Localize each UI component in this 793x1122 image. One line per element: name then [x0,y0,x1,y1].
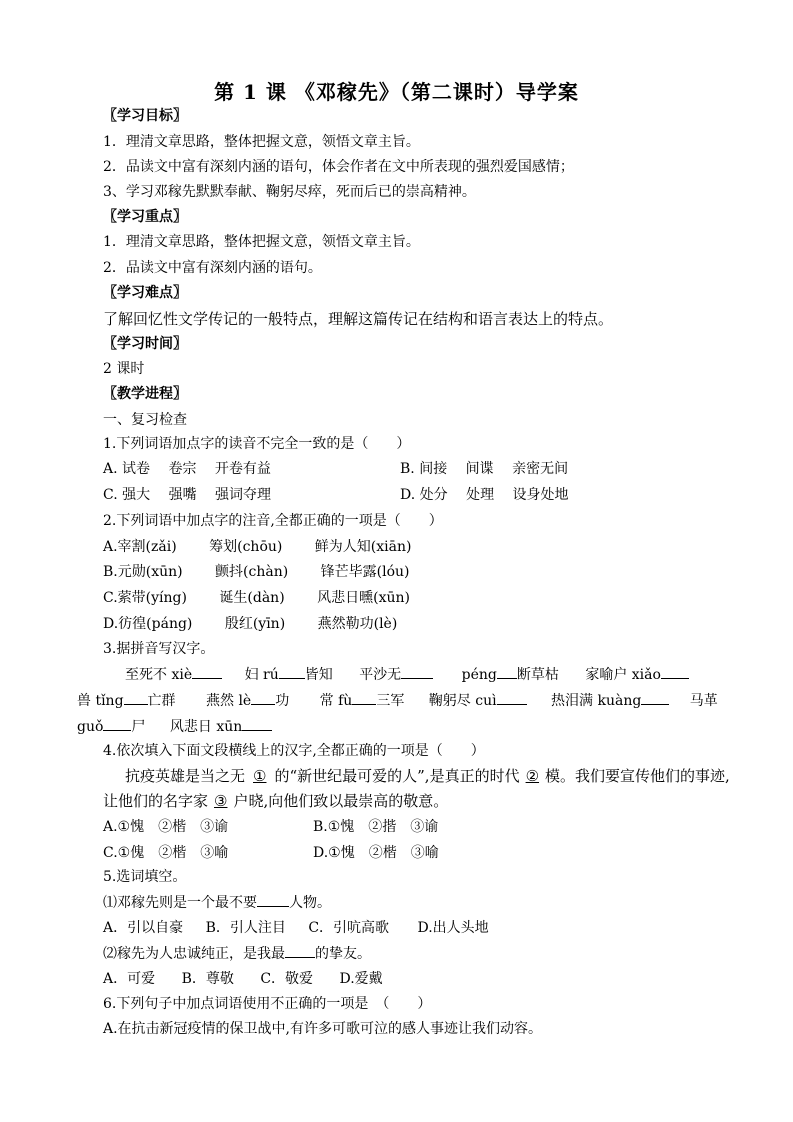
q3-row-1 [125,664,689,685]
q5-text: 人物。 [289,895,331,911]
q4-text: 的“新世纪最可爱的人”,是真正的时代 [274,767,520,785]
difficulties-text: 了解回忆性文学传记的一般特点，理解这篇传记在结构和语言表达上的特点。 [103,310,614,328]
q4-passage-line-1 [125,766,730,786]
answer-blank[interactable] [497,690,527,705]
q5-text: 的挚友。 [315,946,371,962]
answer-blank[interactable] [242,716,272,731]
objective-item-1: 1．理清文章思路，整体把握文意，领悟文章主旨。 [103,134,420,150]
q2-option-a: A.宰割(zǎi) 筹划(chōu) 鲜为人知(xiān) [103,539,412,555]
q3-item: 家喻户 xiǎo [585,667,661,683]
key-point-item-2: 2．品读文中富有深刻内涵的语句。 [103,260,322,276]
q2-option-c: C.萦带(yíng) 诞生(dàn) 风悲日曛(xūn) [103,590,410,606]
q1-option-c: C. 强大 强嘴 强词夺理 [103,487,272,503]
q3-item: 皆知 [304,667,333,683]
answer-blank[interactable] [279,664,305,679]
q5-sentence-1-options [103,918,489,938]
q3-item: 热泪满 kuàng [551,693,642,709]
q1-option-a: A. 试卷 卷宗 开卷有益 [103,461,271,477]
answer-blank[interactable] [124,690,148,705]
q4-blank-2: ② [525,767,540,785]
q3-item: 三军 [376,693,405,709]
q5-sentence-2 [103,943,371,964]
q4-stem: 4.依次填入下面文段横线上的汉字,全都正确的一项是（ ） [103,743,485,759]
q3-item: guǒ [77,719,104,735]
answer-blank[interactable] [257,892,289,907]
q6-option-a: A.在抗击新冠疫情的保卫战中,有许多可歌可泣的感人事迹让我们动容。 [103,1021,543,1037]
q3-item: 功 [275,693,290,709]
answer-blank[interactable] [251,690,275,705]
q4-option-a: A.①愧 ②楷 ③谕 [103,819,229,835]
q3-row-3 [77,716,272,737]
q4-option-d: D.①愧 ②楷 ③喻 [313,845,439,861]
q5-option: B．引人注目 [205,920,286,936]
objective-item-2: 2．品读文中富有深刻内涵的语句，体会作者在文中所表现的强烈爱国感情； [103,159,574,175]
key-point-item-1: 1．理清文章思路，整体把握文意，领悟文章主旨。 [103,234,420,250]
objective-item-3: 3、学习邓稼先默默奉献、鞠躬尽瘁，死而后已的崇高精神。 [103,184,476,200]
q5-option: D.爱戴 [339,971,383,987]
q3-item: 燕然 lè [206,693,252,709]
answer-blank[interactable] [641,690,669,705]
answer-blank[interactable] [352,690,376,705]
q2-stem: 2.下列词语中加点字的注音,全都正确的一项是（ ） [103,513,443,529]
answer-blank[interactable] [192,664,222,679]
q3-stem: 3.据拼音写汉字。 [103,641,215,657]
time-heading: 〖学习时间〗 [103,336,187,352]
q3-row-2 [77,690,718,711]
q2-option-d: D.彷徨(páng) 殷红(yīn) 燕然勒功(lè) [103,616,398,632]
q4-text: 让他们的名字家 [103,792,209,810]
q4-text: 户晓,向他们致以最崇高的敬意。 [233,792,449,810]
q3-item: 鞠躬尽 cuì [428,693,497,709]
q5-text: ⑵稼先为人忠诚纯正，是我最 [103,946,285,962]
key-points-heading: 〖学习重点〗 [103,209,187,225]
q3-item: 尸 [131,719,146,735]
page-title: 第 1 课 《邓稼先》（第二课时）导学案 [214,80,579,104]
q5-stem: 5.选词填空。 [103,869,187,885]
q1-option-d: D. 处分 处理 设身处地 [400,487,569,503]
q5-sentence-1 [103,892,331,913]
q5-option: C．敬爱 [260,971,314,987]
answer-blank[interactable] [401,664,433,679]
q4-option-c: C.①傀 ②楷 ③喻 [103,845,229,861]
q1-stem: 1.下列词语加点字的读音不完全一致的是（ ） [103,436,411,452]
q3-item: 亡群 [147,693,176,709]
process-heading: 〖教学进程〗 [103,386,187,402]
q5-option: A．引以自豪 [103,920,184,936]
q4-blank-1: ① [253,767,267,785]
q3-item: 兽 tǐng [77,693,124,709]
q3-item: 风悲日 xūn [169,719,243,735]
q6-stem: 6.下列句子中加点词语使用不正确的一项是 （ ） [103,996,432,1012]
q5-sentence-2-options [103,969,383,989]
answer-blank[interactable] [285,943,315,958]
q5-option: D.出人头地 [417,920,489,936]
time-text: 2 课时 [103,361,145,377]
difficulties-heading: 〖学习难点〗 [103,285,187,301]
q4-option-b: B.①愧 ②揩 ③谕 [313,819,439,835]
q4-text: 模。我们要宣传他们的事迹, [545,767,730,785]
objectives-heading: 〖学习目标〗 [103,108,187,124]
q5-option: C．引吭高歌 [308,920,390,936]
answer-blank[interactable] [661,664,689,679]
q3-item: 常 fù [319,693,353,709]
q4-text: 抗疫英雄是当之无 [125,767,246,785]
q3-item: 妇 rú [244,667,279,683]
q3-item: 马革 [689,693,718,709]
q1-option-b: B. 间接 间谍 亲密无间 [400,461,569,477]
q3-item: 断草枯 [516,667,559,683]
q5-option: B．尊敬 [181,971,234,987]
q3-item: 至死不 xiè [125,667,193,683]
q2-option-b: B.元勋(xūn) 颤抖(chàn) 锋芒毕露(lóu) [103,564,410,580]
q5-text: ⑴邓稼先则是一个最不要 [103,895,257,911]
q5-option: A．可爱 [103,971,156,987]
q4-passage-line-2 [103,791,448,811]
q3-item: 平沙无 [359,667,402,683]
q4-blank-3: ③ [214,792,228,810]
q3-item: péng [461,667,497,683]
answer-blank[interactable] [103,716,131,731]
answer-blank[interactable] [497,664,517,679]
section-review-heading: 一、复习检查 [103,412,187,428]
